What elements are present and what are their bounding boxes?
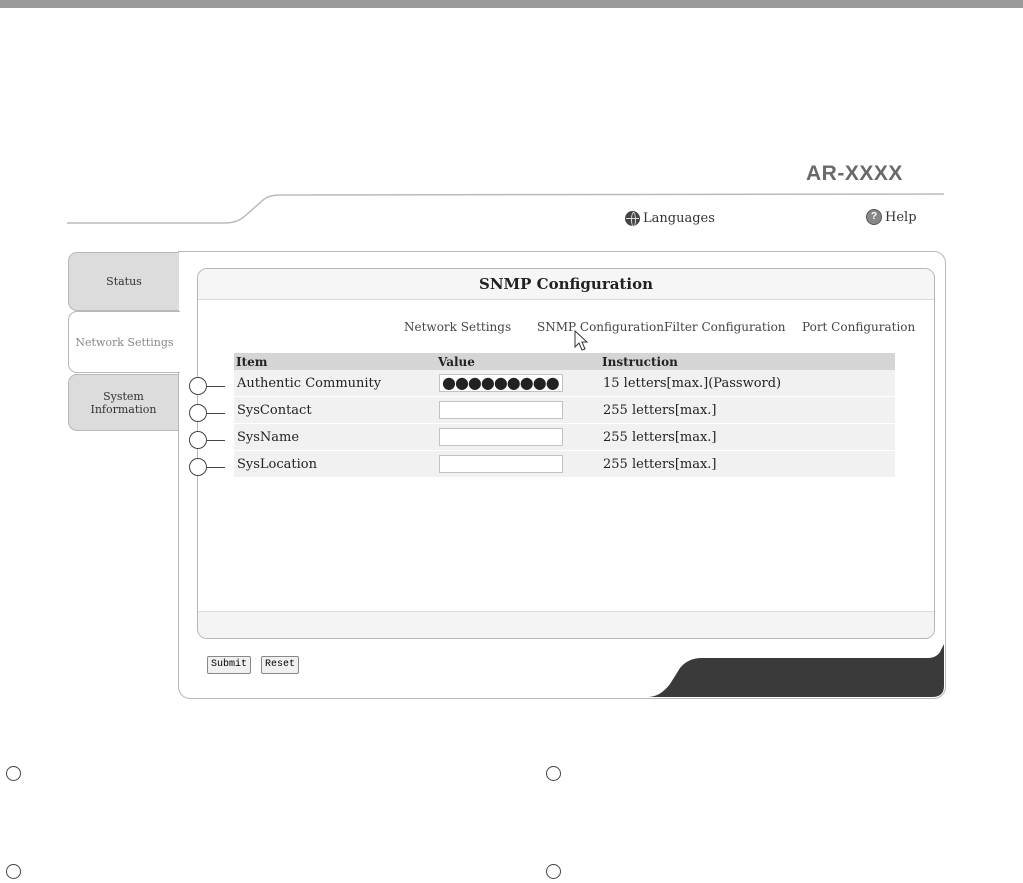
dark-corner-accent (640, 640, 945, 698)
row-instruction: 255 letters[max.] (600, 424, 895, 451)
mouse-pointer-icon (574, 330, 590, 352)
globe-icon (625, 211, 640, 226)
syslocation-input[interactable] (439, 455, 563, 473)
callout-line (207, 386, 225, 387)
sublink-snmp-configuration[interactable]: SNMP Configuration (537, 320, 664, 334)
row-instruction: 15 letters[max.](Password) (600, 370, 895, 397)
row-value (436, 397, 600, 424)
reset-button[interactable]: Reset (261, 656, 299, 674)
row-value (436, 370, 600, 397)
sublink-network-settings[interactable]: Network Settings (404, 320, 512, 334)
tab-system-information[interactable] (68, 374, 178, 431)
panel-footer (198, 611, 934, 638)
submit-button[interactable]: Submit (207, 656, 251, 674)
help-link[interactable] (866, 209, 917, 225)
callout-line (207, 467, 225, 468)
languages-link[interactable] (625, 211, 715, 226)
help-icon: ? (866, 209, 882, 225)
header-item: Item (234, 353, 436, 370)
row-item: SysContact (234, 397, 436, 424)
row-item: SysName (234, 424, 436, 451)
row-instruction: 255 letters[max.] (600, 397, 895, 424)
row-instruction: 255 letters[max.] (600, 451, 895, 478)
legend-marker (6, 864, 21, 879)
callout-marker (189, 377, 207, 395)
syscontact-input[interactable] (439, 401, 563, 419)
snmp-table (234, 353, 895, 478)
help-label: Help (885, 209, 917, 225)
tab-network-settings[interactable] (68, 311, 180, 373)
sublink-filter-configuration[interactable]: Filter Configuration (664, 320, 786, 334)
callout-marker (189, 431, 207, 449)
sysname-input[interactable] (439, 428, 563, 446)
row-item: SysLocation (234, 451, 436, 478)
legend-marker (546, 864, 561, 879)
panel-title: SNMP Configuration (198, 269, 934, 300)
header-instruction: Instruction (600, 353, 895, 370)
legend-marker (546, 766, 561, 781)
sublink-port-configuration[interactable]: Port Configuration (802, 320, 916, 334)
legend-marker (6, 766, 21, 781)
header-value: Value (436, 353, 600, 370)
tab-status-label: Status (106, 275, 142, 288)
row-value (436, 424, 600, 451)
callout-line (207, 413, 225, 414)
table-row (234, 397, 895, 424)
row-item: Authentic Community (234, 370, 436, 397)
authentic-community-input[interactable]: ●●●●●●●●● (439, 374, 563, 392)
callout-marker (189, 404, 207, 422)
table-row (234, 424, 895, 451)
table-row (234, 370, 895, 397)
callout-line (207, 440, 225, 441)
tab-status[interactable] (68, 252, 179, 311)
model-name: AR-XXXX (806, 162, 903, 185)
tab-system-information-label: System Information (90, 389, 157, 416)
languages-label: Languages (643, 211, 715, 226)
tab-network-settings-label: Network Settings (75, 335, 174, 349)
table-row (234, 451, 895, 478)
callout-marker (189, 458, 207, 476)
row-value (436, 451, 600, 478)
top-bar (0, 0, 1023, 8)
